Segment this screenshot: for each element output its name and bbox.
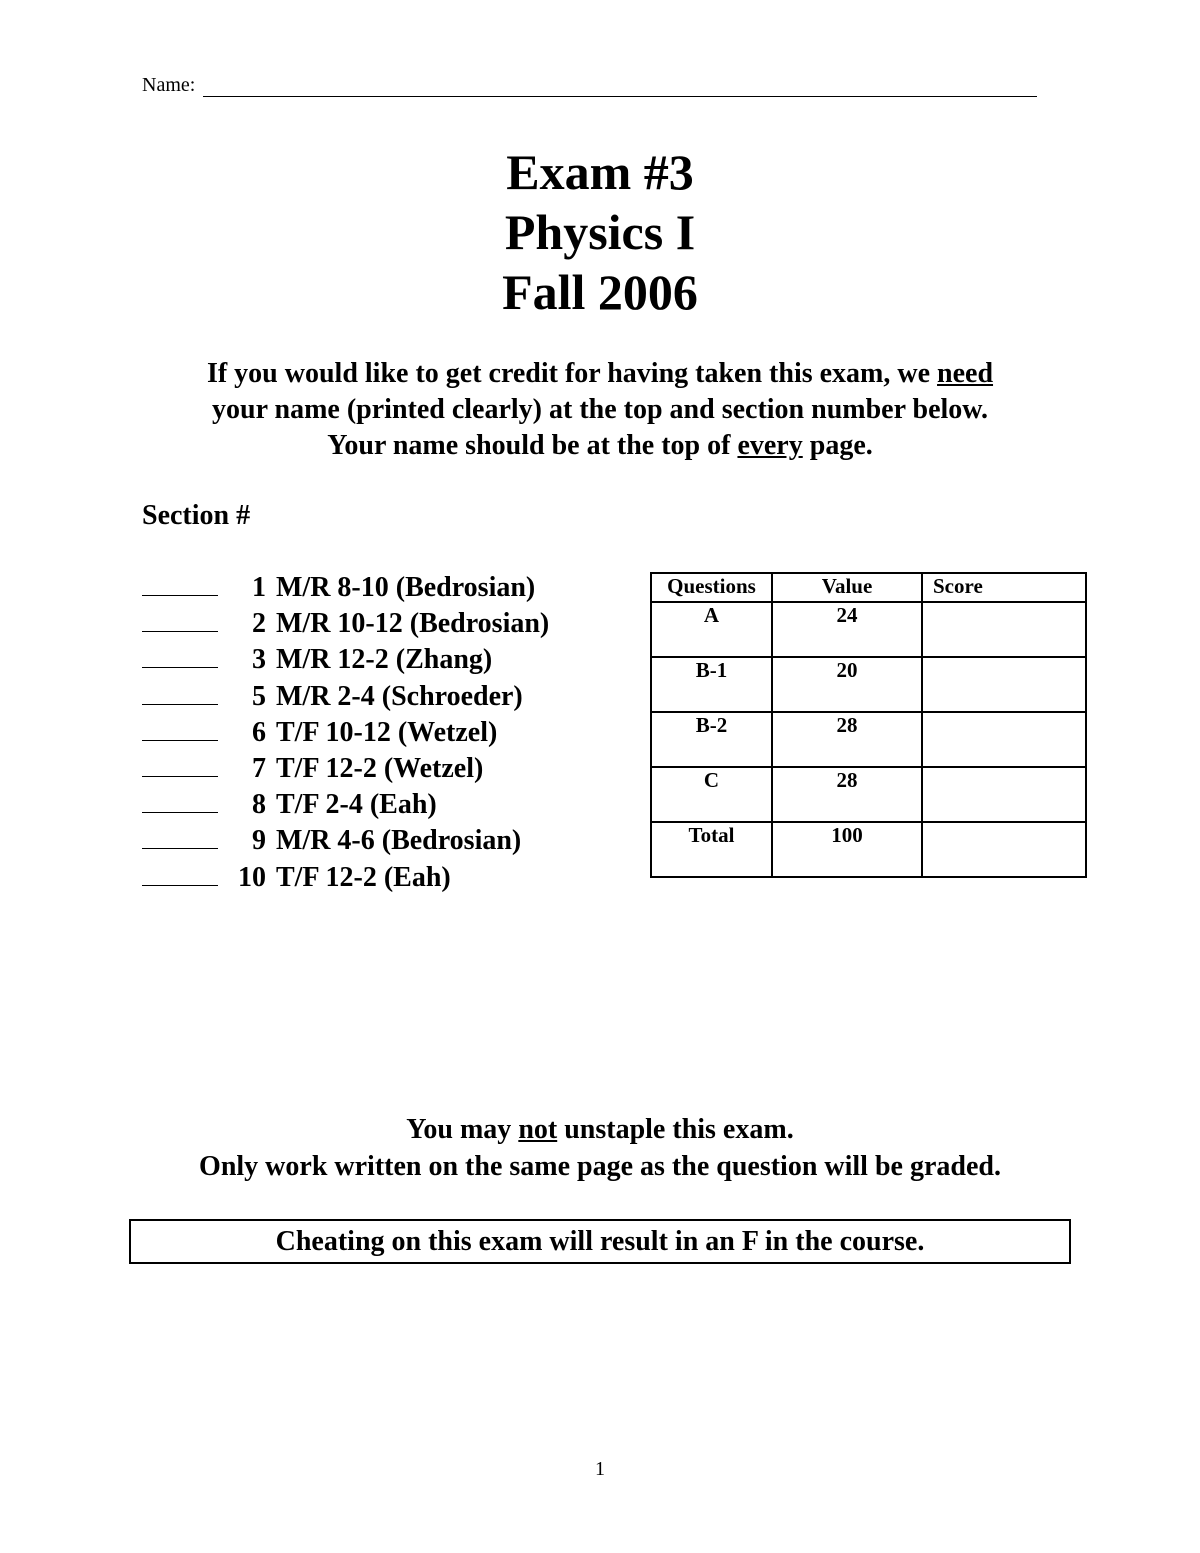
section-number: 5 xyxy=(252,680,266,712)
score-cell[interactable] xyxy=(922,712,1086,767)
footer-l1-text: You may xyxy=(406,1114,519,1145)
section-checkbox-blank[interactable] xyxy=(142,718,218,741)
header-value: Value xyxy=(772,573,922,602)
title-line-1: Exam #3 xyxy=(506,144,694,200)
notice-l3-underlined: every xyxy=(737,430,803,461)
footer-notice xyxy=(0,1111,1200,1185)
footer-l1-underlined: not xyxy=(518,1114,558,1145)
section-item xyxy=(142,642,549,678)
page-number: 1 xyxy=(595,1458,605,1480)
credit-notice xyxy=(0,356,1200,464)
score-row xyxy=(651,602,1086,657)
section-number: 8 xyxy=(252,789,266,821)
notice-l3-text: Your name should be at the top of xyxy=(327,430,738,461)
score-row xyxy=(651,767,1086,822)
section-description: T/F 12-2 (Wetzel) xyxy=(276,753,484,785)
question-cell: C xyxy=(651,767,772,822)
value-cell: 28 xyxy=(772,767,922,822)
title-line-3: Fall 2006 xyxy=(502,264,698,320)
cheating-warning: Cheating on this exam will result in an F in the course. xyxy=(129,1219,1071,1264)
section-checkbox-blank[interactable] xyxy=(142,754,218,777)
section-checkbox-blank[interactable] xyxy=(142,609,218,632)
section-number: 3 xyxy=(252,644,266,676)
section-description: M/R 8-10 (Bedrosian) xyxy=(276,572,536,603)
question-cell: B-2 xyxy=(651,712,772,767)
section-label: Section # xyxy=(142,500,251,531)
section-description: M/R 10-12 (Bedrosian) xyxy=(276,608,550,640)
score-row xyxy=(651,657,1086,712)
name-label: Name: xyxy=(142,74,196,96)
section-item xyxy=(142,860,549,896)
section-description: T/F 2-4 (Eah) xyxy=(276,789,437,821)
score-row xyxy=(651,712,1086,767)
score-row xyxy=(651,822,1086,877)
notice-line-3 xyxy=(0,428,1200,464)
section-checkbox-blank[interactable] xyxy=(142,826,218,849)
score-table xyxy=(650,572,1087,878)
notice-l3-end: page. xyxy=(802,430,873,461)
section-item xyxy=(142,570,549,606)
section-checkbox-blank[interactable] xyxy=(142,573,218,596)
value-cell: 24 xyxy=(772,602,922,657)
header-score: Score xyxy=(922,573,1086,602)
section-number: 7 xyxy=(252,753,266,785)
section-number: 2 xyxy=(252,608,266,640)
notice-l1-text: If you would like to get credit for having taken this exam, we xyxy=(206,358,938,389)
score-cell[interactable] xyxy=(922,602,1086,657)
footer-line-1 xyxy=(0,1111,1200,1148)
question-cell: Total xyxy=(651,822,772,877)
section-description: T/F 10-12 (Wetzel) xyxy=(276,716,498,748)
question-cell: A xyxy=(651,602,772,657)
section-number: 1 xyxy=(252,572,266,603)
section-checkbox-blank[interactable] xyxy=(142,645,218,668)
score-cell[interactable] xyxy=(922,822,1086,877)
notice-line-2: your name (printed clearly) at the top and section number below. xyxy=(212,394,988,425)
name-field[interactable] xyxy=(203,78,1037,97)
section-item xyxy=(142,606,549,642)
name-line xyxy=(142,74,1037,97)
notice-l1-underlined: need xyxy=(937,358,994,389)
title-line-2: Physics I xyxy=(504,204,696,260)
notice-line-1 xyxy=(0,356,1200,392)
score-cell[interactable] xyxy=(922,767,1086,822)
exam-title xyxy=(0,142,1200,322)
score-cell[interactable] xyxy=(922,657,1086,712)
section-description: M/R 12-2 (Zhang) xyxy=(276,644,493,676)
section-item xyxy=(142,679,549,715)
section-checkbox-blank[interactable] xyxy=(142,682,218,705)
value-cell: 100 xyxy=(772,822,922,877)
section-number: 9 xyxy=(252,825,266,857)
header-questions: Questions xyxy=(651,573,772,602)
footer-line-2: Only work written on the same page as the question will be graded. xyxy=(199,1151,1001,1182)
value-cell: 20 xyxy=(772,657,922,712)
section-number: 10 xyxy=(238,861,266,893)
section-description: M/R 2-4 (Schroeder) xyxy=(276,680,523,712)
section-checkbox-blank[interactable] xyxy=(142,790,218,813)
score-table-header xyxy=(651,573,1086,602)
section-item xyxy=(142,715,549,751)
section-item xyxy=(142,823,549,859)
question-cell: B-1 xyxy=(651,657,772,712)
footer-l1-end: unstaple this exam. xyxy=(557,1114,794,1145)
section-list xyxy=(142,570,549,896)
section-item xyxy=(142,787,549,823)
section-number: 6 xyxy=(252,716,266,748)
value-cell: 28 xyxy=(772,712,922,767)
section-item xyxy=(142,751,549,787)
section-checkbox-blank[interactable] xyxy=(142,863,218,886)
section-description: M/R 4-6 (Bedrosian) xyxy=(276,825,522,857)
section-description: T/F 12-2 (Eah) xyxy=(276,861,451,893)
